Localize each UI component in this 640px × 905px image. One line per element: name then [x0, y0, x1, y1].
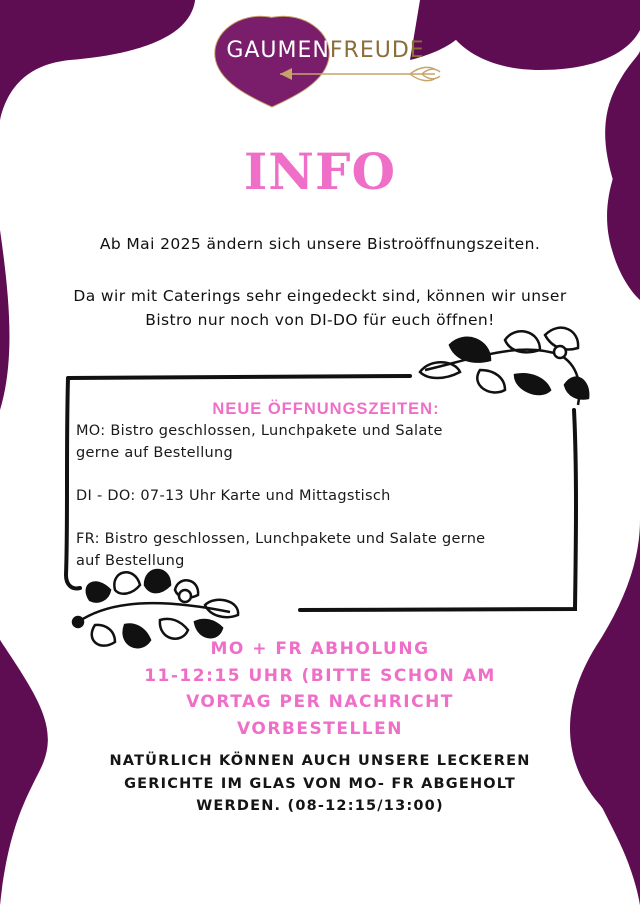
monday-line: MO: Bistro geschlossen, Lunchpakete und Salate: [76, 423, 443, 439]
intro-line: Da wir mit Caterings sehr eingedeckt sind, können wir unser: [73, 287, 567, 305]
hours-heading: NEUE ÖFFNUNGSZEITEN:: [212, 400, 440, 418]
friday-line-cont: auf Bestellung: [76, 553, 185, 569]
opening-hours-box: [76, 398, 576, 572]
intro-line: Bistro nur noch von DI-DO für euch öffnen!: [145, 311, 495, 329]
brand-name-part2: FREUDE: [329, 38, 425, 63]
footer-notice: [0, 750, 640, 818]
monday-line-cont: gerne auf Bestellung: [76, 445, 234, 461]
intro-line: Ab Mai 2025 ändern sich unsere Bistroöffnungszeiten.: [99, 235, 541, 253]
tue-thu-line: DI - DO: 07-13 Uhr Karte und Mittagstisch: [76, 488, 391, 504]
footer-line: WERDEN. (08-12:15/13:00): [196, 798, 444, 814]
leaf-branch-top-right-icon: [420, 328, 588, 405]
pickup-notice: [0, 636, 640, 742]
friday-line: FR: Bistro geschlossen, Lunchpakete und Salate gerne: [76, 531, 486, 547]
page-title: INFO: [243, 142, 397, 201]
pickup-line: VORBESTELLEN: [237, 718, 403, 739]
footer-line: GERICHTE IM GLAS VON MO- FR ABGEHOLT: [124, 775, 516, 792]
pickup-line: VORTAG PER NACHRICHT: [186, 692, 454, 712]
pickup-line: MO + FR ABHOLUNG: [210, 639, 430, 659]
pickup-line: 11-12:15 UHR (BITTE SCHON AM: [144, 665, 496, 686]
footer-line: NATÜRLICH KÖNNEN AUCH UNSERE LECKEREN: [109, 753, 531, 769]
brand-name-part1: GAUMEN: [226, 38, 330, 63]
